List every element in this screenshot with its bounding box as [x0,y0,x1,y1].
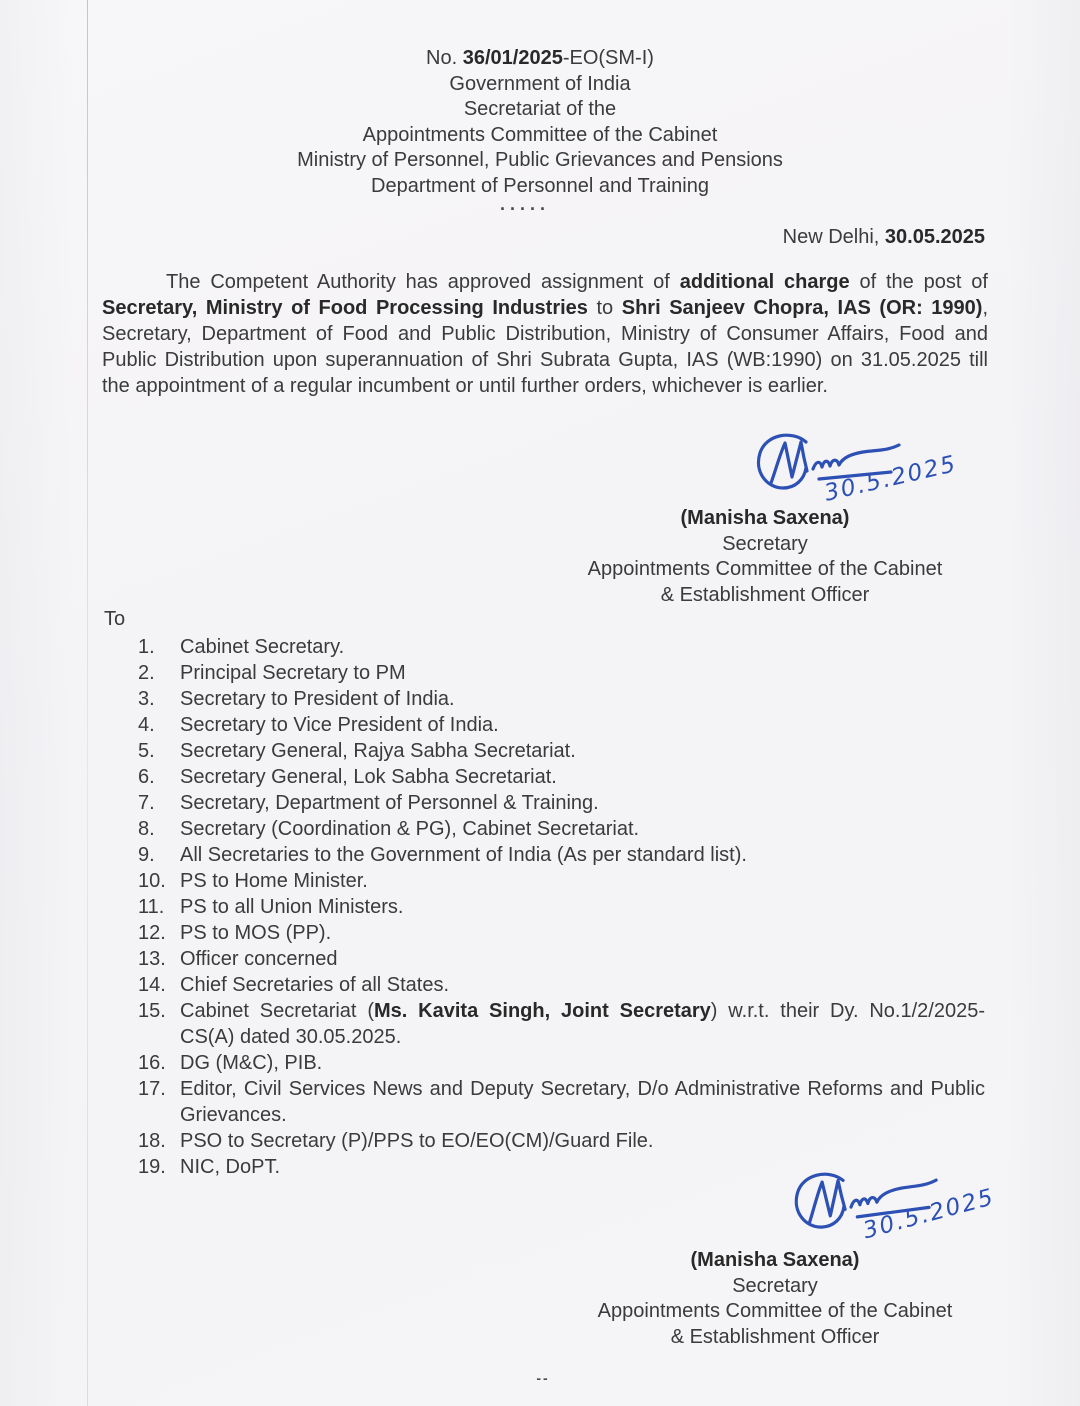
text-segment: Secretary (Coordination & PG), Cabinet Secretariat. [180,818,640,840]
signature-squiggle [813,445,899,469]
handwritten-date: 30.5.2025 [822,450,960,507]
recipient-number: 13. [138,948,166,970]
text-segment: Principal Secretary to PM [180,662,406,684]
signatory-org-line1: Appointments Committee of the Cabinet [597,1300,953,1323]
recipient-text [180,1128,985,1154]
recipient-list [132,634,985,1180]
text-segment: NIC, DoPT. [180,1156,281,1178]
signatory-org-line1: Appointments Committee of the Cabinet [587,558,943,581]
recipient-row [132,894,985,920]
recipient-text [180,686,985,712]
recipient-row [132,1076,985,1128]
text-segment: Secretary to Vice President of India. [180,714,499,736]
bold-text-segment: additional charge [679,271,850,293]
recipient-text [180,998,985,1050]
recipient-text [180,894,985,920]
recipient-row [132,712,985,738]
ref-number: 36/01/2025 [462,47,563,69]
place-date-line [480,226,985,249]
recipient-row [132,790,985,816]
recipient-row [132,1128,985,1154]
bold-text-segment: Ms. Kavita Singh, Joint Secretary [374,1000,711,1022]
text-segment: Cabinet Secretary. [180,636,345,658]
handwritten-signature-top [750,428,996,512]
recipient-text [180,790,985,816]
text-segment: ) w.r.t. their Dy. No.1/2/2025-CS(A) dated 30.05.2025. [180,1000,986,1048]
text-segment: DG (M&C), PIB. [180,1052,323,1074]
recipient-number: 11. [138,896,165,918]
recipient-row [132,1050,985,1076]
paper-fold-line [87,0,88,1406]
recipient-text [180,816,985,842]
text-segment: The Competent Authority has approved assignment of [166,271,680,293]
signatory-name: (Manisha Saxena) [690,1249,860,1271]
signatory-block-top [545,506,985,608]
recipient-text [180,920,985,946]
place-text: New Delhi, [782,226,885,248]
text-segment: to [587,297,622,319]
recipient-text [180,660,985,686]
ref-prefix: No. [426,47,463,69]
recipient-text [180,946,985,972]
ref-suffix: -EO(SM-I) [562,47,654,69]
org-line: Department of Personnel and Training [371,174,709,197]
recipient-number: 12. [138,922,166,944]
recipient-number: 10. [138,870,166,892]
recipient-text [180,1050,985,1076]
recipient-text [180,972,985,998]
recipient-number: 17. [138,1078,166,1100]
recipient-row [132,660,985,686]
recipient-number: 15. [138,1000,166,1022]
recipient-number: 4. [138,714,155,736]
recipient-text [180,842,985,868]
text-segment: Secretary, Department of Personnel & Training. [180,792,599,814]
text-segment: , Secretary, Department of Food and Public Distribution, Ministry of Consumer Affairs, Food and Public Distribution upon superannuation of Shri Subrata Gupta, IAS (WB:1990) on 31.05.2025 till the appointment of a regular incumbent or until further orders, whichever is earlier. [102,297,989,397]
recipient-row [132,764,985,790]
to-label: To [104,608,126,630]
recipient-row [132,816,985,842]
recipient-row [132,946,985,972]
signatory-org-line2: & Establishment Officer [660,583,870,606]
recipient-row [132,842,985,868]
org-line: Government of India [449,72,631,95]
text-segment: Chief Secretaries of all States. [180,974,450,996]
org-line: Ministry of Personnel, Public Grievances and Pensions [297,149,783,172]
recipient-text [180,712,985,738]
text-segment: Officer concerned [180,948,338,970]
recipient-number: 8. [138,818,155,840]
text-segment: PS to all Union Ministers. [180,896,404,918]
recipient-number: 9. [138,844,155,866]
recipient-row [132,868,985,894]
recipient-row [132,972,985,998]
recipient-number: 18. [138,1130,166,1152]
signature-loop [759,435,806,488]
text-segment: Secretary General, Rajya Sabha Secretariat. [180,740,576,762]
separator-dots: ..... [499,194,550,214]
recipient-number: 3. [138,688,155,710]
recipient-text [180,868,985,894]
text-segment: PS to Home Minister. [180,870,368,892]
recipient-row [132,920,985,946]
recipient-text [180,634,985,660]
handwritten-date: 30.5.2025 [860,1184,998,1245]
letter-date: 30.05.2025 [884,226,985,248]
signatory-org-line2: & Establishment Officer [670,1325,880,1348]
signatory-name: (Manisha Saxena) [680,507,850,529]
recipient-text [180,1076,985,1128]
org-lines [100,72,980,200]
recipient-number: 7. [138,792,155,814]
footer-mark: -- [536,1370,550,1386]
handwritten-signature-bottom [787,1160,1036,1253]
recipient-row [132,634,985,660]
reference-number-line [100,46,980,72]
text-segment: of the post of [849,271,988,293]
recipient-number: 19. [138,1156,166,1178]
text-segment: PS to MOS (PP). [180,922,332,944]
order-paragraph [102,269,988,399]
text-segment: All Secretaries to the Government of India (As per standard list). [180,844,747,866]
recipient-number: 5. [138,740,155,762]
signatory-title: Secretary [722,532,808,555]
recipient-number: 1. [138,636,155,658]
recipient-text [180,764,985,790]
recipient-row [132,686,985,712]
recipient-number: 2. [138,662,155,684]
recipient-number: 6. [138,766,155,788]
org-line: Secretariat of the [463,98,617,121]
text-segment: Cabinet Secretariat ( [180,1000,374,1022]
recipient-number: 14. [138,974,166,996]
bold-text-segment: Secretary, Ministry of Food Processing Industries [102,297,588,319]
letterhead [100,46,980,200]
recipient-row [132,998,985,1050]
recipient-text [180,738,985,764]
text-segment: Editor, Civil Services News and Deputy Secretary, D/o Administrative Reforms and Public Grievances. [180,1078,985,1126]
text-segment: PSO to Secretary (P)/PPS to EO/EO(CM)/Guard File. [180,1130,654,1152]
bold-text-segment: Shri Sanjeev Chopra, IAS (OR: 1990) [621,297,983,319]
signatory-block-bottom [555,1248,995,1350]
org-line: Appointments Committee of the Cabinet [362,123,718,146]
signatory-title: Secretary [732,1274,818,1297]
recipient-number: 16. [138,1052,166,1074]
text-segment: Secretary to President of India. [180,688,455,710]
recipient-row [132,738,985,764]
text-segment: Secretary General, Lok Sabha Secretariat. [180,766,557,788]
